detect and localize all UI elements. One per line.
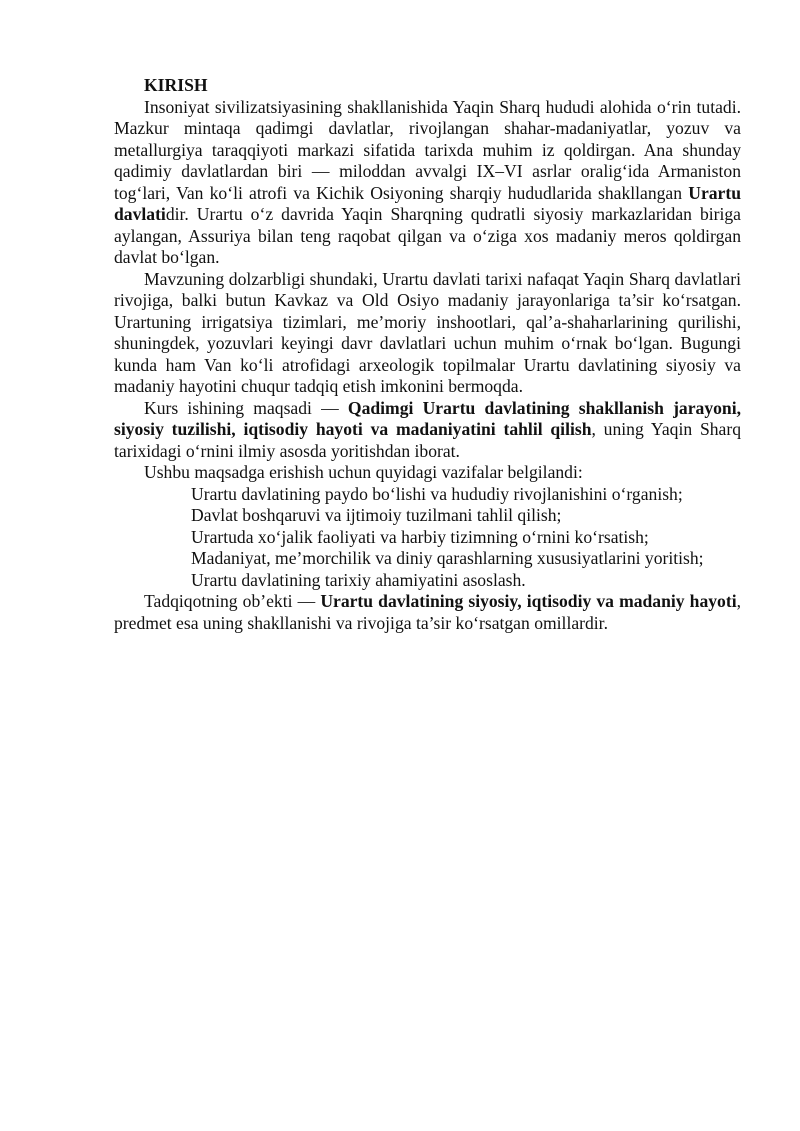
object-paragraph-text-b: , predmet esa uning shakllanishi va rivojiga ta’sir ko‘rsatgan omillardir.: [114, 591, 741, 633]
section-heading: KIRISH: [144, 75, 208, 95]
object-paragraph: [114, 591, 741, 634]
intro-paragraph-1-text-b: dir. Urartu o‘z davrida Yaqin Sharqning qudratli siyosiy markazlaridan biriga aylangan, Assuriya bilan teng raqobat qilgan va o‘ziga xos madaniy meros qoldirgan davlat bo‘lgan.: [114, 204, 741, 267]
task-item: Urartuda xo‘jalik faoliyati va harbiy tizimning o‘rnini ko‘rsatish;: [191, 526, 649, 547]
relevance-paragraph: Mavzuning dolzarbligi shundaki, Urartu davlati tarixi nafaqat Yaqin Sharq davlatlari rivojiga, balki butun Kavkaz va Old Osiyo madaniy jarayonlariga ta’sir ko‘rsatgan. Urartuning irrigatsiya tizimlari, me’moriy inshootlari, qal’a-shaharlarining qurilishi, shuningdek, yozuvlari keyingi davr davlatlari uchun muhim o‘rnak bo‘lgan. Bugungi kunda ham Van ko‘li atrofidagi arxeologik topilmalar Urartu davlatining siyosiy va madaniy hayotini chuqur tadqiq etish imkonini bermoqda.: [114, 268, 741, 396]
document-body: [114, 75, 741, 634]
goal-paragraph: [114, 398, 741, 463]
object-paragraph-text-a: Tadqiqotning ob’ekti —: [144, 591, 321, 611]
goal-paragraph-text-a: Kurs ishining maqsadi —: [144, 397, 348, 418]
tasks-intro-paragraph: Ushbu maqsadga erishish uchun quyidagi vazifalar belgilandi:: [144, 462, 583, 482]
intro-paragraph-1-text-a: Insoniyat sivilizatsiyasining shakllanishida Yaqin Sharq hududi alohida o‘rin tutadi. Mazkur mintaqa qadimgi davlatlar, rivojlangan shahar-madaniyatlar, yozuv va metallurgiya taraqqiyoti markazi sifatida tarixda muhim iz qoldirgan. Ana shunday qadimiy davlatlardan biri — miloddan avvalgi IX–VI asrlar oralig‘ida Armaniston tog‘lari, Van ko‘li atrofi va Kichik Osiyoning sharqiy hududlarida shakllangan: [114, 96, 741, 203]
goal-paragraph-text-b: , uning Yaqin Sharq tarixidagi o‘rnini ilmiy asosda yoritishdan iborat.: [114, 419, 741, 461]
intro-paragraph-1: [114, 97, 741, 269]
goal-paragraph-bold: Qadimgi Urartu davlatining shakllanish jarayoni, siyosiy tuzilishi, iqtisodiy hayoti va madaniyatini tahlil qilish: [114, 397, 741, 439]
task-item: Madaniyat, me’morchilik va diniy qarashlarning xususiyatlarini yoritish;: [191, 548, 704, 568]
task-item: Urartu davlatining tarixiy ahamiyatini asoslash.: [191, 569, 526, 590]
task-item: Davlat boshqaruvi va ijtimoiy tuzilmani tahlil qilish;: [191, 505, 562, 525]
task-item: Urartu davlatining paydo bo‘lishi va hududiy rivojlanishini o‘rganish;: [191, 483, 683, 504]
intro-paragraph-1-bold: Urartu davlati: [114, 182, 741, 224]
object-paragraph-bold: Urartu davlatining siyosiy, iqtisodiy va madaniy hayoti: [320, 591, 737, 611]
